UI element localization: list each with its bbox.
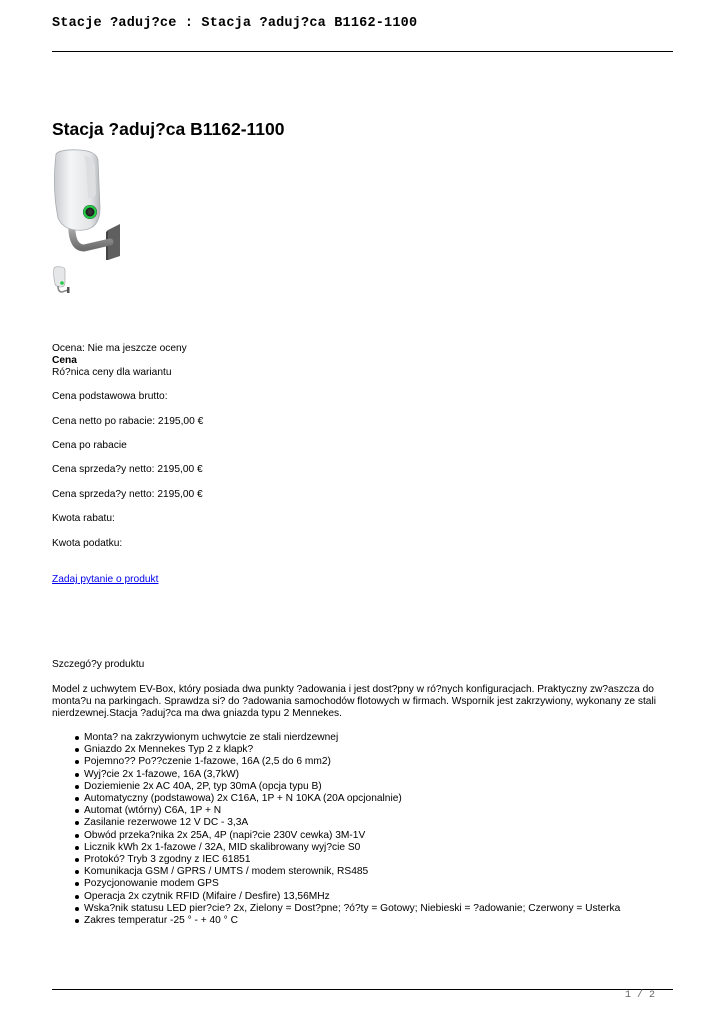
price-after-discount: Cena po rabacie [52,440,127,451]
page-title: Stacja ?aduj?ca B1162-1100 [52,119,285,139]
list-item: Wska?nik statusu LED pier?cie? 2x, Zielony = Dost?pne; ?ó?ty = Gotowy; Niebieski = ?adowanie; Czerwony = Usterka [84,903,724,915]
list-item: Monta? na zakrzywionym uchwytcie ze stali nierdzewnej [84,732,724,744]
list-item: Obwód przeka?nika 2x 25A, 4P (napi?cie 230V cewka) 3M-1V [84,830,724,842]
price-label: Cena [52,355,77,366]
list-item: Automatyczny (podstawowa) 2x C16A, 1P + N 10KA (20A opcjonalnie) [84,793,724,805]
sale-price-net: Cena sprzeda?y netto: 2195,00 € [52,464,203,475]
footer-divider [52,989,673,990]
list-item: Pozycjonowanie modem GPS [84,878,724,890]
rating-text: Ocena: Nie ma jeszcze oceny [52,343,187,354]
sale-price-net-2: Cena sprzeda?y netto: 2195,00 € [52,489,203,500]
product-thumbnail[interactable] [52,266,70,294]
list-item: Operacja 2x czytnik RFID (Mifaire / Desfire) 13,56MHz [84,891,724,903]
document-header-title: Stacje ?aduj?ce : Stacja ?aduj?ca B1162-1100 [52,16,418,31]
list-item: Pojemno?? Po??czenie 1-fazowe, 16A (2,5 do 6 mm2) [84,756,724,768]
ask-question-link[interactable]: Zadaj pytanie o produkt [52,574,159,585]
list-item: Gniazdo 2x Mennekes Typ 2 z klapk? [84,744,724,756]
page-number: 1 / 2 [625,990,656,1001]
header-divider [52,51,673,52]
list-item: Licznik kWh 2x 1-fazowe / 32A, MID skalibrowany wyj?cie S0 [84,842,724,854]
tax-amount: Kwota podatku: [52,538,123,549]
net-price-after-discount: Cena netto po rabacie: 2195,00 € [52,416,204,427]
base-price-gross: Cena podstawowa brutto: [52,391,168,402]
list-item: Wyj?cie 2x 1-fazowe, 16A (3,7kW) [84,769,724,781]
list-item: Protokó? Tryb 3 zgodny z IEC 61851 [84,854,724,866]
list-item: Doziemienie 2x AC 40A, 2P, typ 30mA (opcja typu B) [84,781,724,793]
product-image [50,148,126,264]
list-item: Automat (wtórny) C6A, 1P + N [84,805,724,817]
product-details-heading: Szczegó?y produktu [52,659,145,670]
product-description: Model z uchwytem EV-Box, który posiada dwa punkty ?adowania i jest dost?pny w ró?nych konfiguracjach. Praktyczny zw?aszcza do monta?u na parkingach. Sprawdza si? do ?adowania samochodów flotowych w firmach. Wspornik jest zakrzywiony, wykonany ze stali nierdzewnej.Stacja ?aduj?ca ma dwa gniazda typu 2 Mennekes. [52,684,656,720]
feature-list [52,732,724,927]
discount-amount: Kwota rabatu: [52,513,115,524]
list-item: Zakres temperatur -25 ° - + 40 ° C [84,915,724,927]
variant-price-diff: Ró?nica ceny dla wariantu [52,367,172,378]
list-item: Komunikacja GSM / GPRS / UMTS / modem sterownik, RS485 [84,866,724,878]
list-item: Zasilanie rezerwowe 12 V DC - 3,3A [84,817,724,829]
